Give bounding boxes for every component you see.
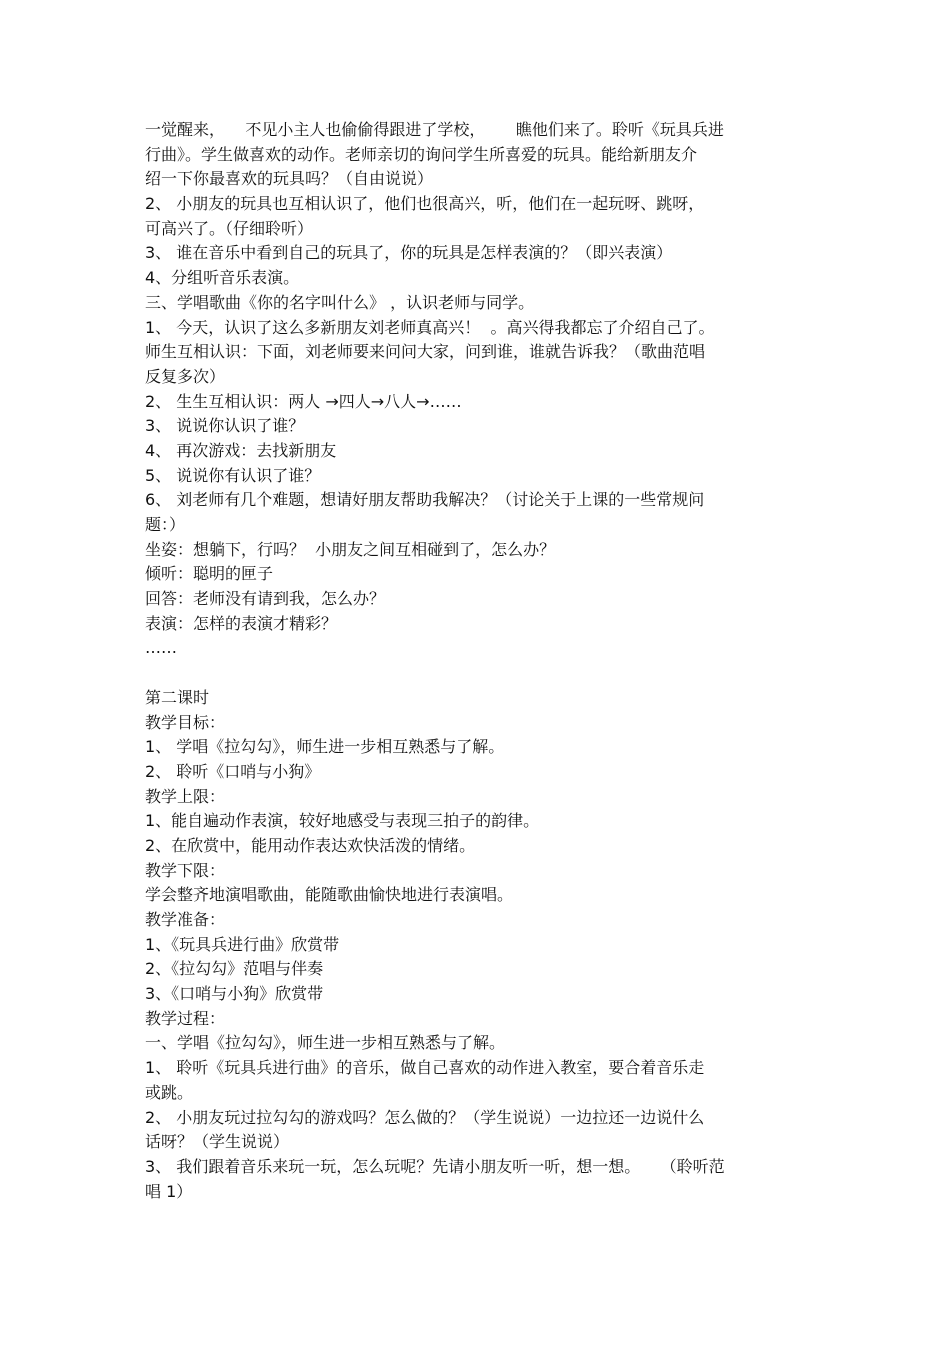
text-line: 3、 我们跟着音乐来玩一玩，怎么玩呢？先请小朋友听一听，想一想。 （聆听范 (145, 1156, 725, 1176)
text-line: 倾听：聪明的匣子 (145, 564, 274, 584)
lesson-title: 第二课时 (145, 687, 210, 707)
subheading: 教学准备： (145, 910, 226, 929)
text-line: 1、 学唱《拉勾勾》，师生进一步相互熟悉与了解。 (145, 737, 505, 757)
text-line: 可高兴了。（仔细聆听） (145, 218, 314, 238)
text-line: 2、 小朋友玩过拉勾勾的游戏吗？怎么做的？（学生说说）一边拉还一边说什么 (145, 1107, 705, 1127)
text-line: 6、 刘老师有几个难题，想请好朋友帮助我解决？（讨论关于上课的一些常规问 (145, 490, 705, 510)
section-heading: 三、学唱歌曲《你的名字叫什么》 ，认识老师与同学。 (145, 292, 535, 312)
subheading: 教学上限： (145, 786, 226, 806)
text-line: 绍一下你最喜欢的玩具吗？（自由说说） (145, 169, 434, 189)
text-line: 一觉醒来， 不见小主人也偷偷得跟进了学校， 瞧他们来了。聆听《玩具兵进 (145, 120, 724, 139)
text-line: 5、 说说你有认识了谁？ (145, 465, 321, 485)
text-line: 学会整齐地演唱歌曲，能随歌曲愉快地进行表演唱。 (145, 885, 514, 905)
text-line: 1、《玩具兵进行曲》欣赏带 (145, 934, 340, 954)
text-line: 反复多次） (145, 366, 226, 386)
text-line: 表演：怎样的表演才精彩？ (145, 613, 338, 633)
text-line: 4、分组听音乐表演。 (145, 268, 300, 288)
text-line: 题：） (145, 515, 186, 534)
text-line: 行曲》。学生做喜欢的动作。老师亲切的询问学生所喜爱的玩具。能给新朋友介 (145, 144, 698, 164)
subheading: 教学目标： (145, 712, 226, 732)
text-line: 3、 谁在音乐中看到自己的玩具了，你的玩具是怎样表演的？（即兴表演） (145, 243, 673, 263)
text-line: …… (145, 638, 177, 658)
text-line: 2、在欣赏中，能用动作表达欢快活泼的情绪。 (145, 835, 476, 855)
text-line: 1、 今天，认识了这么多新朋友刘老师真高兴！ 。高兴得我都忘了介绍自己了。 (145, 317, 715, 337)
text-line: 回答：老师没有请到我，怎么办？ (145, 589, 386, 609)
text-line: 2、《拉勾勾》范唱与伴奏 (145, 959, 324, 979)
subheading: 教学过程： (145, 1008, 226, 1028)
text-line: 唱 1） (145, 1181, 193, 1201)
paragraph-gap (145, 661, 815, 686)
subheading: 教学下限： (145, 860, 226, 880)
text-line: 坐姿：想躺下，行吗？ 小朋友之间互相碰到了，怎么办？ (145, 539, 556, 559)
text-line: 1、 聆听《玩具兵进行曲》的音乐，做自己喜欢的动作进入教室，要合着音乐走 (145, 1058, 705, 1078)
text-line: 2、 小朋友的玩具也互相认识了，他们也很高兴，听，他们在一起玩呀、跳呀， (145, 194, 705, 214)
text-line: 2、 生生互相认识：两人 →四人→八人→…… (145, 391, 462, 411)
lesson-two (145, 686, 815, 1204)
text-line: 4、 再次游戏：去找新朋友 (145, 440, 337, 460)
text-line: 或跳。 (145, 1082, 194, 1102)
lesson-one-continued (145, 118, 815, 661)
text-line: 3、《口哨与小狗》欣赏带 (145, 984, 324, 1004)
section-heading: 一、学唱《拉勾勾》，师生进一步相互熟悉与了解。 (145, 1033, 506, 1053)
text-line: 2、 聆听《口哨与小狗》 (145, 761, 321, 781)
text-line: 话呀？（学生说说） (145, 1132, 290, 1152)
text-line: 3、 说说你认识了谁？ (145, 416, 305, 436)
text-line: 师生互相认识：下面，刘老师要来问问大家，问到谁，谁就告诉我？（歌曲范唱 (145, 342, 706, 362)
document-page (145, 118, 815, 1204)
text-line: 1、能自遍动作表演，较好地感受与表现三拍子的韵律。 (145, 811, 540, 831)
